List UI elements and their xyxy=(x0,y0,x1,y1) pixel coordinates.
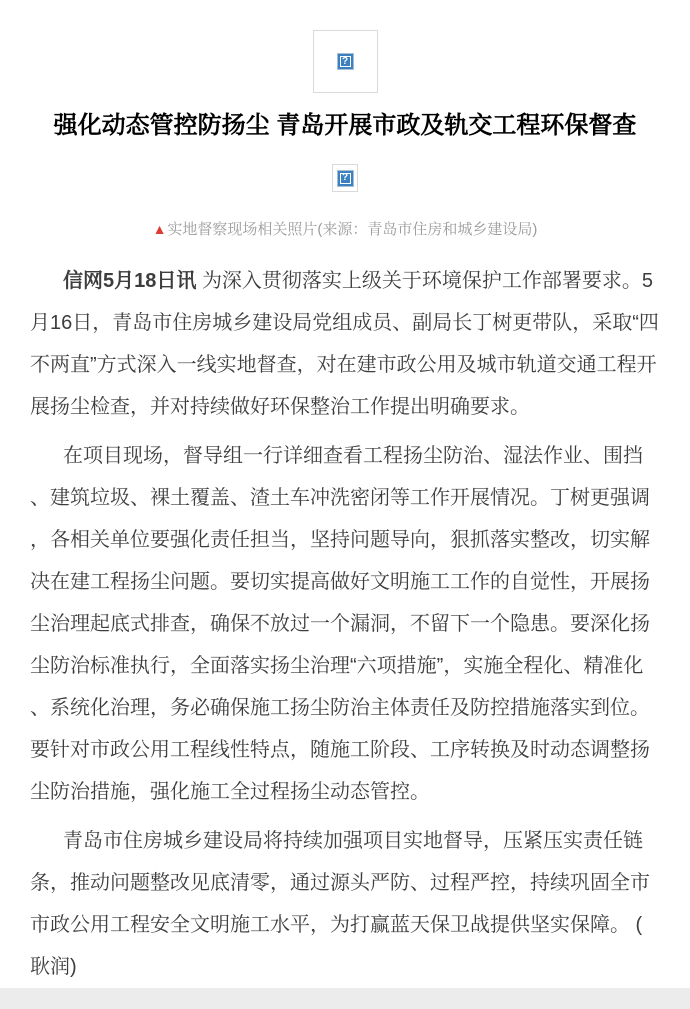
caption-text: 实地督察现场相关照片(来源：青岛市住房和城乡建设局) xyxy=(167,221,538,238)
broken-image-glyph: ? xyxy=(341,172,349,183)
footer-strip xyxy=(0,988,690,1009)
article-title: 强化动态管控防扬尘 青岛开展市政及轨交工程环保督查 xyxy=(53,112,637,139)
hero-image-placeholder xyxy=(313,30,378,93)
article-paragraph: 信网5月18日讯 为深入贯彻落实上级关于环境保护工作部署要求。5月16日，青岛市住房城乡建设局党组成员、副局长丁树更带队，采取“四不两直”方式深入一线实地督查，对在建市政公用及城市轨道交通工程开展扬尘检查，并对持续做好环保整治工作提出明确要求。 xyxy=(30,270,659,418)
article-page xyxy=(0,30,690,1009)
paragraph-lead: 信网5月18日讯 xyxy=(63,270,197,292)
broken-image-icon xyxy=(337,53,354,70)
broken-image-glyph: ? xyxy=(341,55,349,67)
caption-marker-icon: ▲ xyxy=(152,221,167,237)
article-paragraph: 青岛市住房城乡建设局将持续加强项目实地督导，压紧压实责任链条，推动问题整改见底清零，通过源头严防、过程严控，持续巩固全市市政公用工程安全文明施工水平，为打赢蓝天保卫战提供坚实保障。 (耿润) xyxy=(30,830,650,978)
broken-image-icon xyxy=(337,170,354,187)
article-paragraph: 在项目现场，督导组一行详细查看工程扬尘防治、湿法作业、围挡、建筑垃圾、裸土覆盖、渣土车冲洗密闭等工作开展情况。丁树更强调，各相关单位要强化责任担当，坚持问题导向，狠抓落实整改，切实解决在建工程扬尘问题。要切实提高做好文明施工工作的自觉性，开展扬尘治理起底式排查，确保不放过一个漏洞，不留下一个隐患。要深化扬尘防治标准执行，全面落实扬尘治理“六项措施”，实施全程化、精准化、系统化治理，务必确保施工扬尘防治主体责任及防控措施落实到位。要针对市政公用工程线性特点，随施工阶段、工序转换及时动态调整扬尘防治措施，强化施工全过程扬尘动态管控。 xyxy=(30,445,650,803)
article-body xyxy=(30,260,660,988)
image-caption xyxy=(10,220,680,239)
inline-image-placeholder xyxy=(332,164,358,192)
